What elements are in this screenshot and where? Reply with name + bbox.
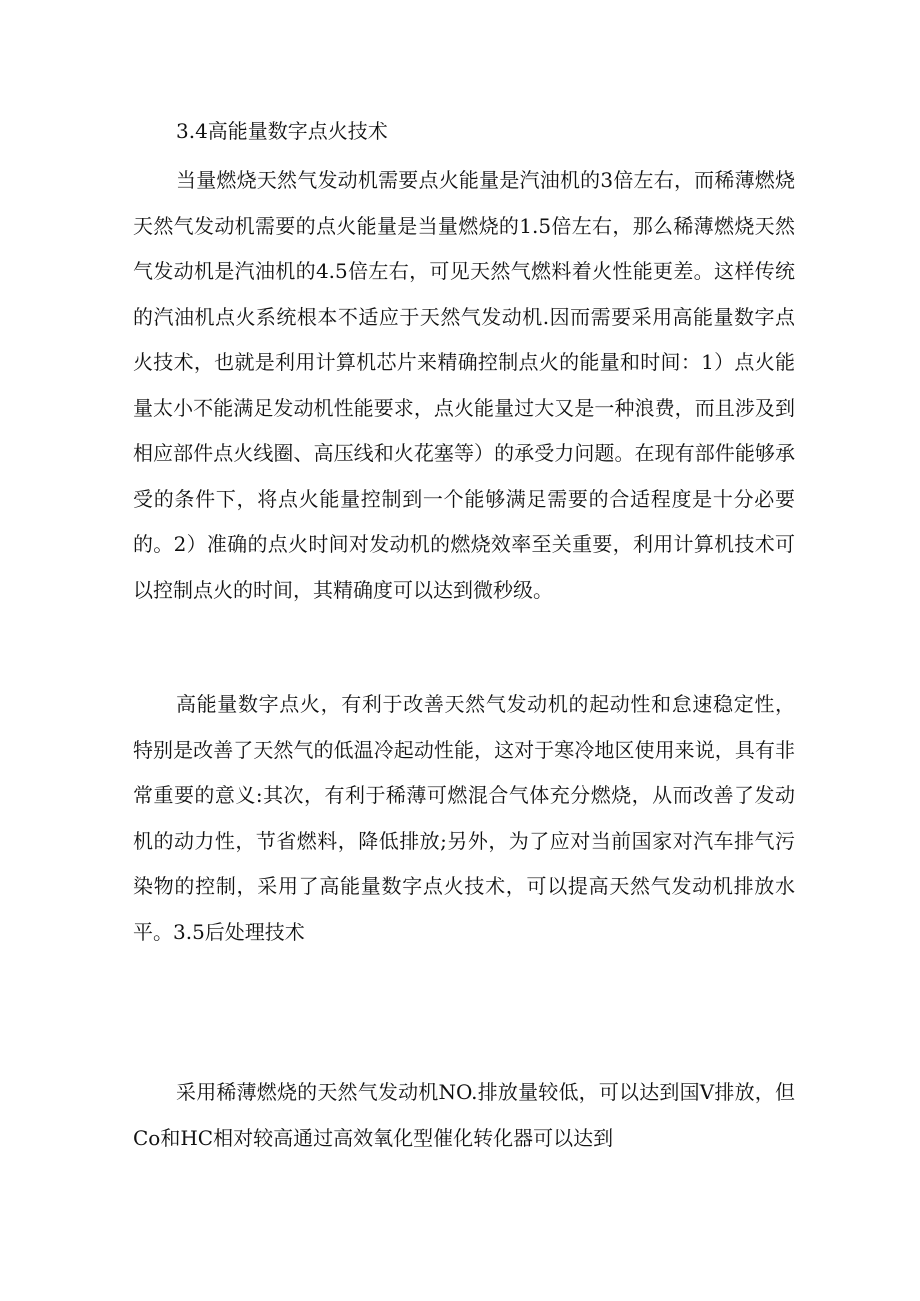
section-heading: 3.4高能量数字点火技术 — [176, 119, 388, 143]
paragraph-ignition-benefits: 高能量数字点火，有利于改善天然气发动机的起动性和怠速稳定性，特别是改善了天然气的低温冷起动性能，这对于寒冷地区使用来说，具有非常重要的意义:其次，有利于稀薄可燃混合气体充分燃烧，从而改善了发动机的动力性，节省燃料，降低排放;另外，为了应对当前国家对汽车排气污染物的控制，采用了高能量数字点火技术，可以提高天然气发动机排放水平。3.5后处理技术 — [133, 692, 795, 944]
paragraph-aftertreatment: 采用稀薄燃烧的天然气发动机NO.排放量较低，可以达到国V排放，但Co和HC相对较高通过高效氧化型催化转化器可以达到 — [133, 1080, 795, 1150]
paragraph-ignition-energy: 当量燃烧天然气发动机需要点火能量是汽油机的3倍左右，而稀薄燃烧天然气发动机需要的点火能量是当量燃烧的1.5倍左右，那么稀薄燃烧天然气发动机是汽油机的4.5倍左右，可见天然气燃料着火性能更差。这样传统的汽油机点火系统根本不适应于天然气发动机.因而需要采用高能量数字点火技术，也就是利用计算机芯片来精确控制点火的能量和时间：1）点火能量太小不能满足发动机性能要求，点火能量过大又是一种浪费，而且涉及到相应部件点火线圈、高压线和火花塞等）的承受力问题。在现有部件能够承受的条件下，将点火能量控制到一个能够满足需要的合适程度是十分必要的。2）准确的点火时间对发动机的燃烧效率至关重要，利用计算机技术可以控制点火的时间，其精确度可以达到微秒级。 — [133, 168, 795, 602]
